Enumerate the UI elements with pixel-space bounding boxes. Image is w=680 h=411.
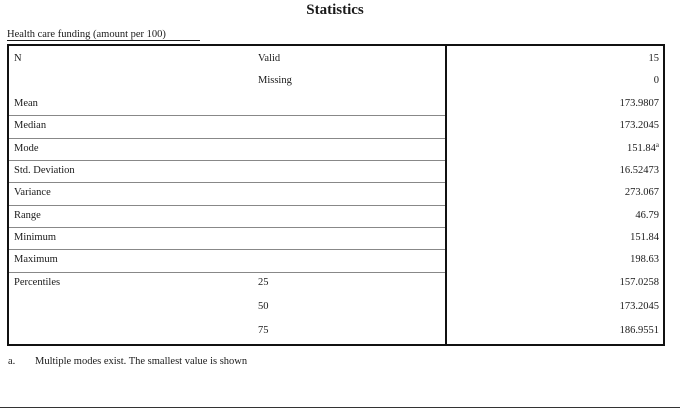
row-sublabel: 50 <box>258 301 269 312</box>
row-label: Median <box>14 120 47 131</box>
row-label: Mean <box>14 98 38 109</box>
row-sublabel: 75 <box>258 325 269 336</box>
row-separator <box>9 138 445 139</box>
row-value: 198.63 <box>630 254 659 265</box>
variable-label: Health care funding (amount per 100) <box>7 29 200 41</box>
row-separator <box>9 227 445 228</box>
table-row <box>9 182 663 204</box>
footnote <box>8 356 247 367</box>
row-value: 46.79 <box>635 210 659 221</box>
row-sublabel: Valid <box>258 53 281 64</box>
row-label: Minimum <box>14 232 57 243</box>
table-row <box>9 48 663 70</box>
row-value: 157.0258 <box>619 277 659 288</box>
table-row <box>9 272 663 294</box>
row-value: 151.84$^a$ <box>627 141 659 154</box>
row-label: Percentiles <box>14 277 61 288</box>
row-separator <box>9 272 445 273</box>
row-value: 173.2045 <box>619 301 659 312</box>
table-row <box>9 227 663 249</box>
table-row <box>9 93 663 115</box>
table-row <box>9 70 663 92</box>
row-label: Maximum <box>14 254 58 265</box>
row-separator <box>9 205 445 206</box>
row-value: 173.9807 <box>619 98 659 109</box>
table-row <box>9 205 663 227</box>
row-value: 173.2045 <box>619 120 659 131</box>
row-label: Range <box>14 210 41 221</box>
row-separator <box>9 160 445 161</box>
row-separator <box>9 249 445 250</box>
row-label: N <box>14 53 22 64</box>
row-value: 0 <box>653 75 659 86</box>
footnote-marker: a <box>655 141 659 149</box>
row-value: 151.84 <box>630 232 659 243</box>
row-label: Mode <box>14 143 39 154</box>
row-value: 273.067 <box>624 187 659 198</box>
table-row <box>9 296 663 318</box>
row-value: 15 <box>648 53 659 64</box>
row-label: Variance <box>14 187 51 198</box>
table-row <box>9 249 663 271</box>
row-sublabel: Missing <box>258 75 292 86</box>
row-separator <box>9 182 445 183</box>
table-title: Statistics <box>306 2 364 18</box>
table-row <box>9 138 663 160</box>
table-row <box>9 320 663 342</box>
row-sublabel: 25 <box>258 277 269 288</box>
row-label: Std. Deviation <box>14 165 75 176</box>
footnote-letter: a. <box>8 356 16 367</box>
bottom-divider <box>0 407 680 408</box>
table-row <box>9 115 663 137</box>
footnote-text: Multiple modes exist. The smallest value is shown <box>35 356 248 367</box>
statistics-table <box>7 44 665 346</box>
row-separator <box>9 115 445 116</box>
table-row <box>9 160 663 182</box>
row-value: 16.52473 <box>619 165 659 176</box>
row-value: 186.9551 <box>619 325 659 336</box>
